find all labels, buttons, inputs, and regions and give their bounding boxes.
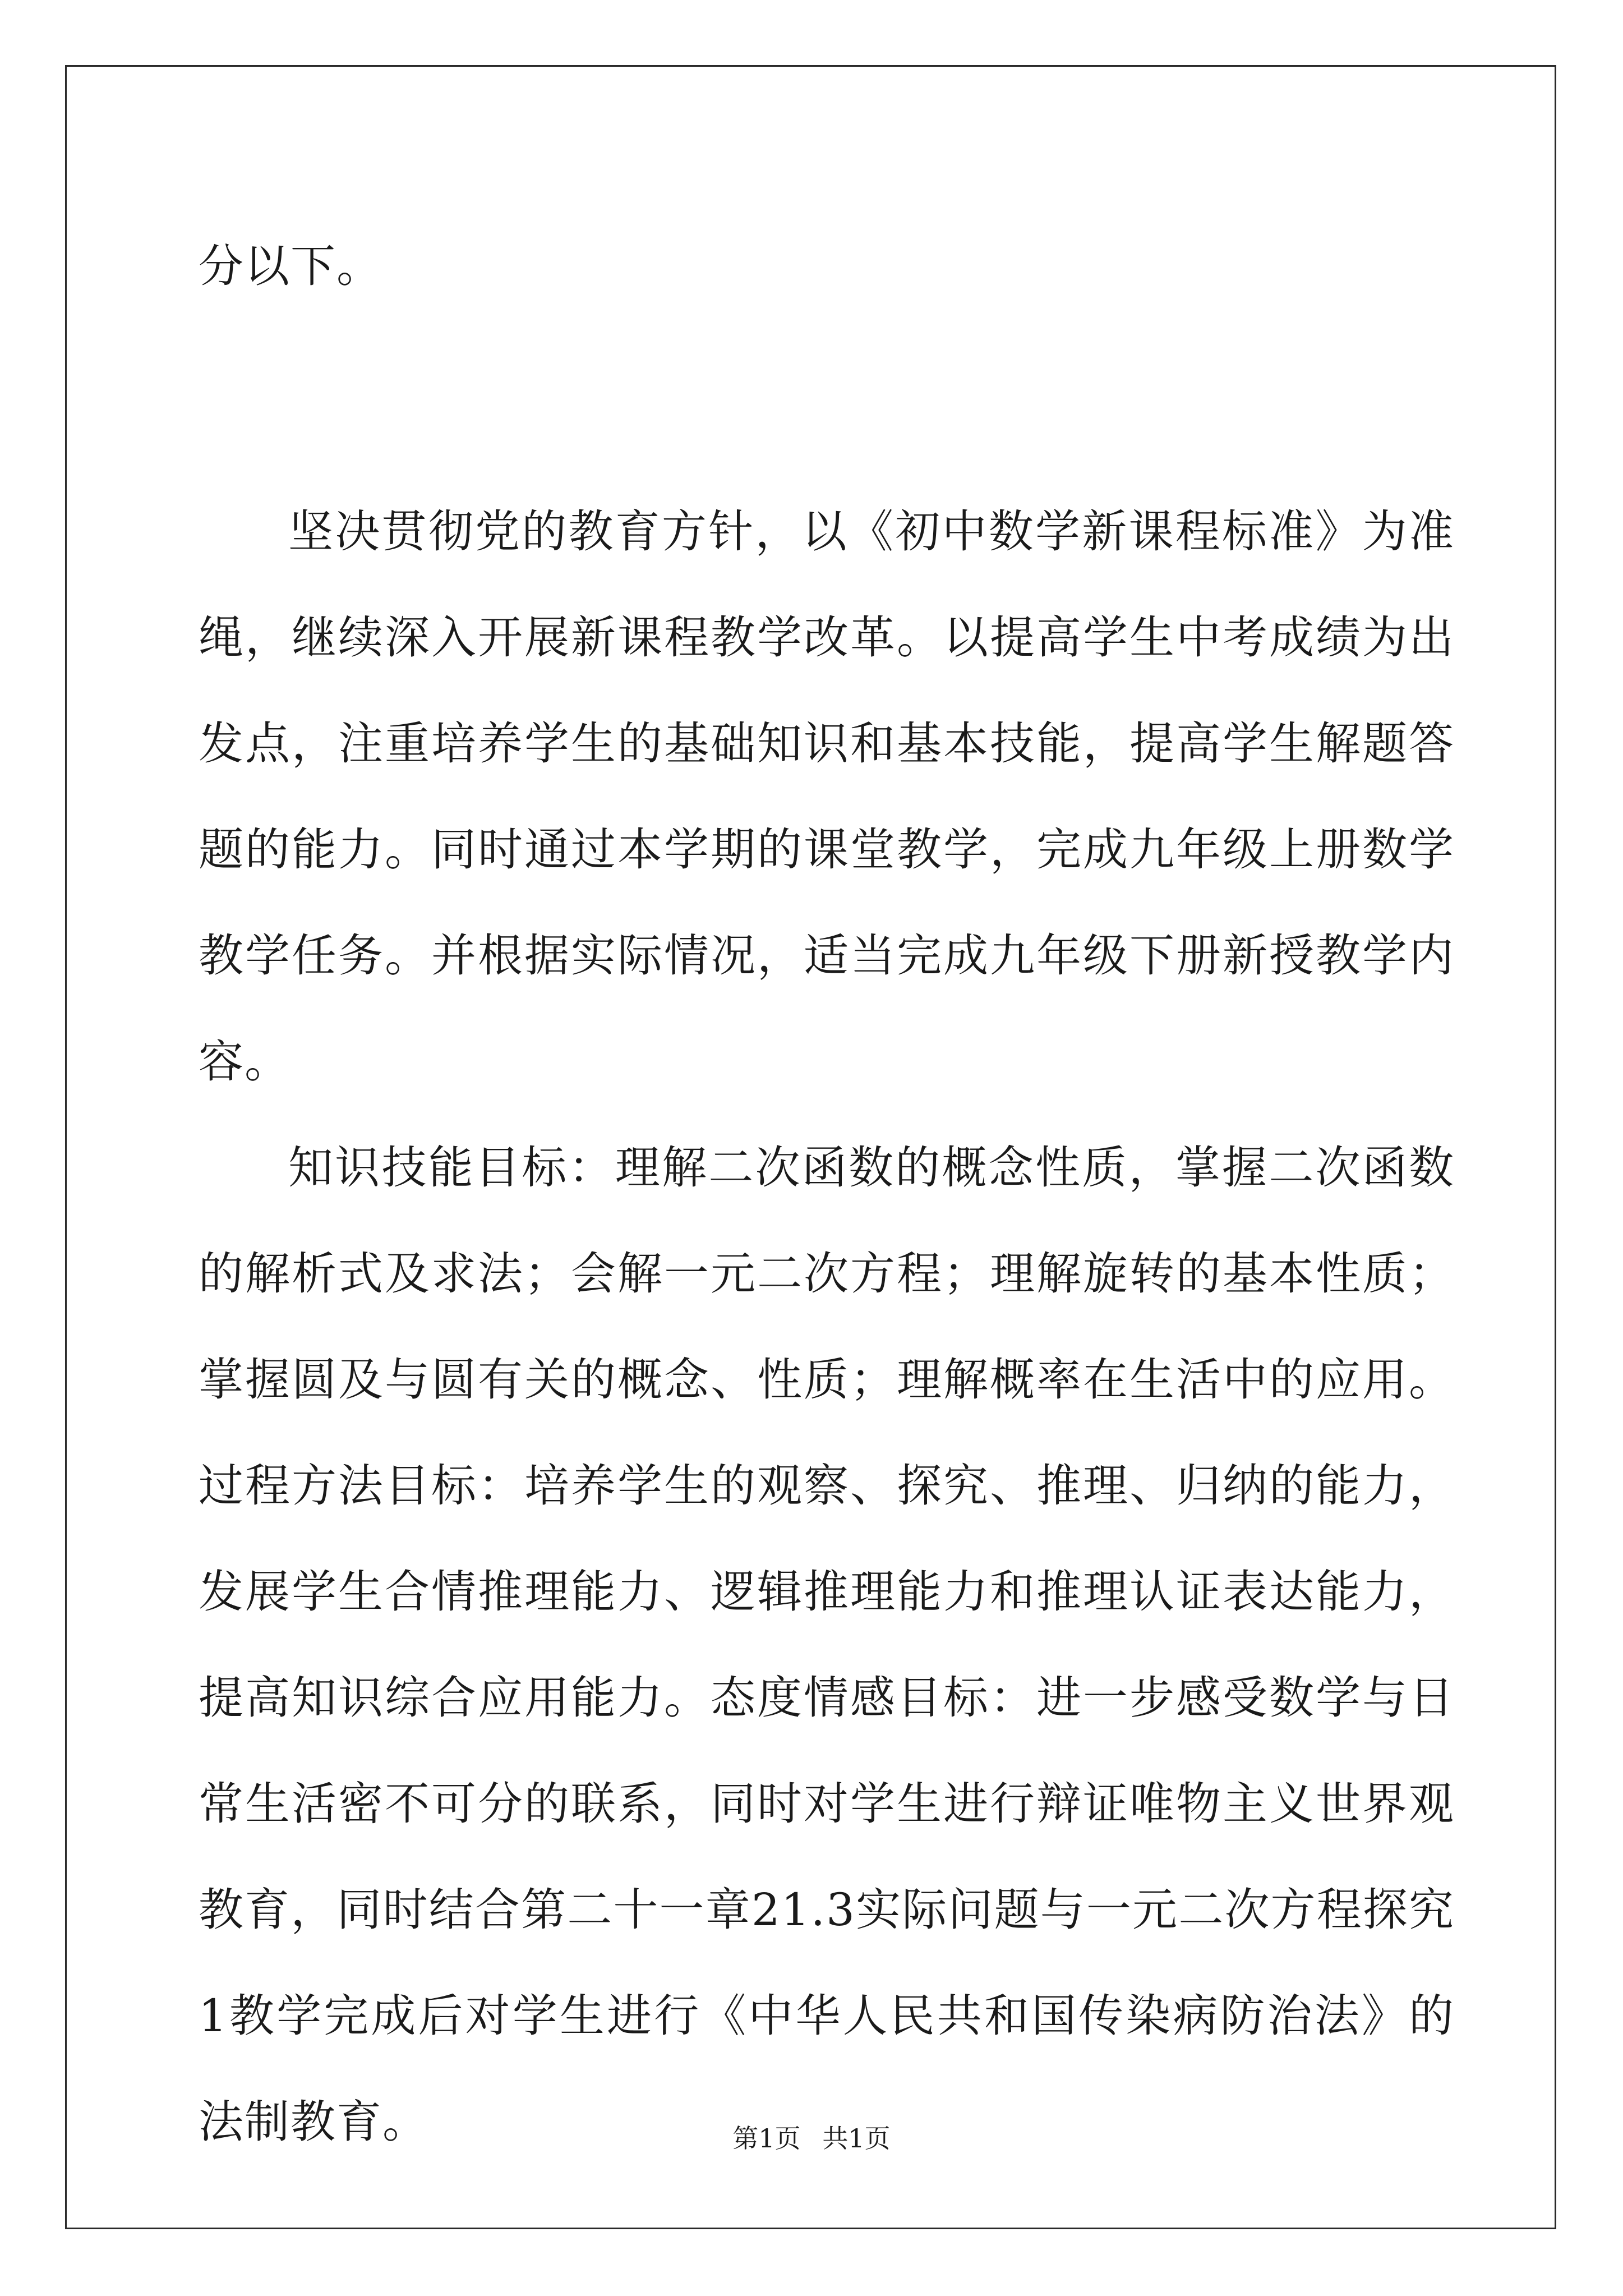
page-number-current: 第1页 [732, 2123, 801, 2154]
paragraph-guiding-principle: 坚决贯彻党的教育方针，以《初中数学新课程标准》为准绳，继续深入开展新课程教学改革。以提高学生中考成绩为出发点，注重培养学生的基础知识和基本技能，提高学生解题答题的能力。同时通过本学期的课堂教学，完成九年级上册数学教学任务。并根据实际情况，适当完成九年级下册新授教学内容。 [199, 505, 1455, 1088]
document-body [199, 213, 1455, 2175]
paragraph-teaching-objectives: 知识技能目标：理解二次函数的概念性质，掌握二次函数的解析式及求法；会解一元二次方程；理解旋转的基本性质；掌握圆及与圆有关的概念、性质；理解概率在生活中的应用。过程方法目标：培养学生的观察、探究、推理、归纳的能力，发展学生合情推理能力、逻辑推理能力和推理认证表达能力，提高知识综合应用能力。态度情感目标：进一步感受数学与日常生活密不可分的联系，同时对学生进行辩证唯物主义世界观教育，同时结合第二十一章21.3实际问题与一元二次方程探究1教学完成后对学生进行《中华人民共和国传染病防治法》的法制教育。 [199, 1142, 1455, 2148]
page-footer [0, 2122, 1623, 2155]
page-number-total: 共1页 [822, 2123, 891, 2154]
paragraph-continuation: 分以下。 [199, 240, 382, 292]
